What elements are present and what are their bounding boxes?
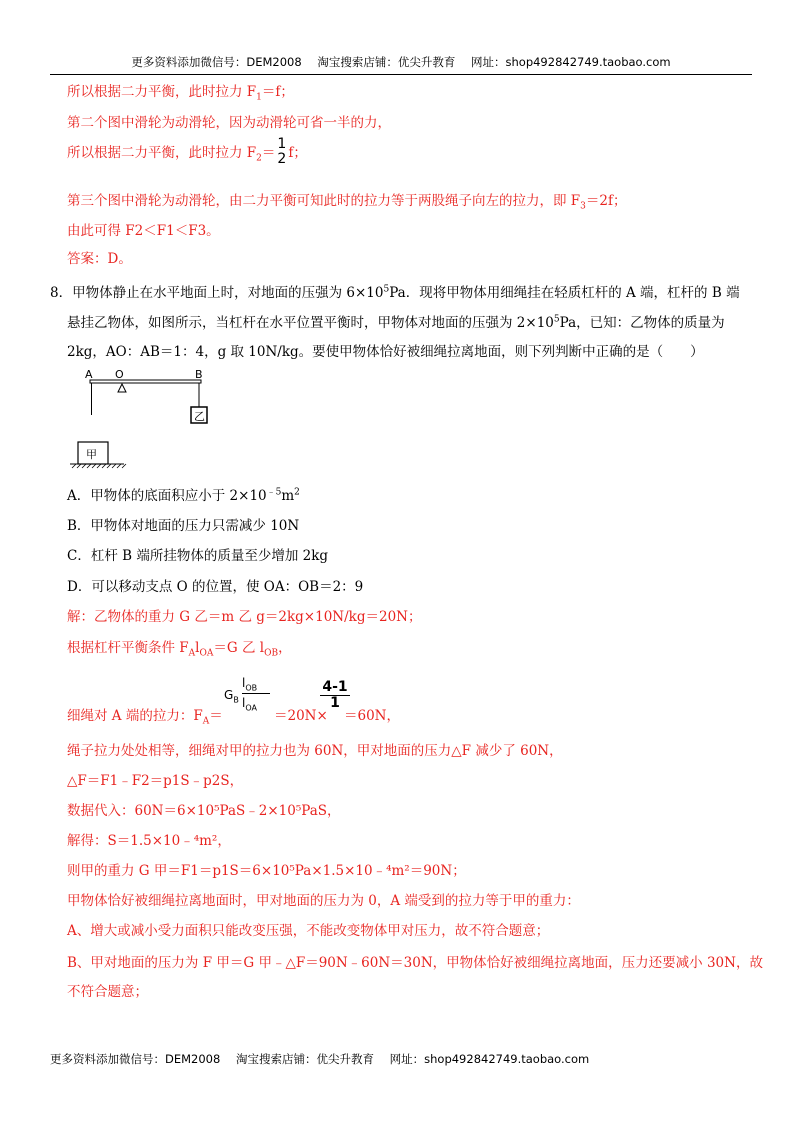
header-wechat: 更多资料添加微信号：DEM2008 xyxy=(131,55,302,69)
page-footer xyxy=(50,1051,589,1067)
prev-line-1: 所以根据二力平衡，此时拉力 $F_1=f$； xyxy=(67,84,294,103)
header-url: 网址：shop492842749.taobao.com xyxy=(471,55,671,69)
prev-line-4: 第三个图中滑轮为动滑轮，由二力平衡可知此时的拉力等于两股绳子向左的拉力，即 $F_3=2f$； xyxy=(67,193,627,212)
footer-url: 网址：shop492842749.taobao.com xyxy=(389,1052,590,1066)
solution-line-11: B、甲对地面的压力为 F 甲＝G 甲﹣△F＝90N﹣60N＝30N，甲物体恰好被细绳拉离地面，压力还要减小 30N，故 xyxy=(67,955,763,971)
option-b: B．甲物体对地面的压力只需减少 10N xyxy=(67,518,300,534)
question-line-2: 悬挂乙物体，如图所示，当杠杆在水平位置平衡时，甲物体对地面的压强为 $2\times 10^5Pa$，已知：乙物体的质量为 xyxy=(67,314,725,331)
solution-line-6: 数据代入：60N＝6×10⁵PaS﹣2×10⁵PaS， xyxy=(67,803,341,819)
solution-line-9: 甲物体恰好被细绳拉离地面时，甲对地面的压力为 0，A 端受到的拉力等于甲的重力： xyxy=(67,893,580,909)
solution-line-7: 解得：S＝1.5×10﹣⁴m²， xyxy=(67,833,231,849)
ground-hatch xyxy=(72,464,126,468)
prev-answer: 答案：D。 xyxy=(67,251,132,267)
solution-line-8: 则甲的重力 G 甲＝F1＝p1S＝6×10⁵Pa×1.5×10﹣⁴m²＝90N； xyxy=(67,863,466,879)
formula-fraction-2: 4-1 1 xyxy=(320,680,350,711)
option-a: A．甲物体的底面积应小于 $2\times 10^{﹣5}m^2$ xyxy=(67,487,300,504)
prev-line-3: 所以根据二力平衡，此时拉力 $F_2=$ 1 2 f； xyxy=(67,136,307,167)
lever-diagram xyxy=(68,365,208,475)
fraction-half: 1 2 xyxy=(277,136,287,167)
label-yi: 乙 xyxy=(194,410,205,423)
prev-line-2: 第二个图中滑轮为动滑轮，因为动滑轮可省一半的力， xyxy=(67,115,391,131)
footer-wechat: 更多资料添加微信号：DEM2008 xyxy=(50,1052,221,1066)
solution-line-5: △F＝F1﹣F2＝p1S﹣p2S， xyxy=(67,773,244,789)
solution-line-10: A、增大或减小受力面积只能改变压强，不能改变物体甲对压力，故不符合题意； xyxy=(67,923,550,939)
footer-shop: 淘宝搜索店铺：优尖升教育 xyxy=(235,1052,374,1066)
label-b: B xyxy=(195,368,203,381)
question-line-1: 8．甲物体静止在水平地面上时，对地面的压强为 $6\times 10^5Pa$．现将甲物体用细绳挂在轻质杠杆的 A 端，杠杆的 B 端 xyxy=(50,284,740,301)
fulcrum-icon xyxy=(118,384,126,392)
prev-line-5: 由此可得 F2＜F1＜F3。 xyxy=(67,223,220,239)
lever-bar xyxy=(90,380,201,383)
solution-line-3-mid: ＝20N× xyxy=(274,708,328,724)
header-shop: 淘宝搜索店铺：优尖升教育 xyxy=(317,55,456,69)
page-header xyxy=(50,52,752,75)
option-c: C．杠杆 B 端所挂物体的质量至少增加 2kg xyxy=(67,548,329,564)
solution-line-3-post: ＝60N， xyxy=(344,708,400,724)
solution-line-12: 不符合题意； xyxy=(67,984,148,1000)
label-jia: 甲 xyxy=(86,448,97,461)
solution-line-2: 根据杠杆平衡条件 $F_Al_{OA}=G$ 乙 $l_{OB}$， xyxy=(67,640,292,659)
option-d: D．可以移动支点 O 的位置，使 OA：OB＝2：9 xyxy=(67,579,364,595)
solution-line-3: 细绳对 A 端的拉力：$F_A=$ xyxy=(67,708,223,727)
question-line-3: 2kg，AO：AB＝1：4，g 取 10N/kg。要使甲物体恰好被细绳拉离地面，则下列判断中正确的是（ ） xyxy=(67,344,704,360)
label-o: O xyxy=(115,368,124,381)
label-a: A xyxy=(85,368,93,381)
solution-line-4: 绳子拉力处处相等，细绳对甲的拉力也为 60N，甲对地面的压力△F 减少了 60N， xyxy=(67,743,563,759)
solution-line-1: 解：乙物体的重力 G 乙＝m 乙 g＝2kg×10N/kg＝20N； xyxy=(67,609,422,625)
